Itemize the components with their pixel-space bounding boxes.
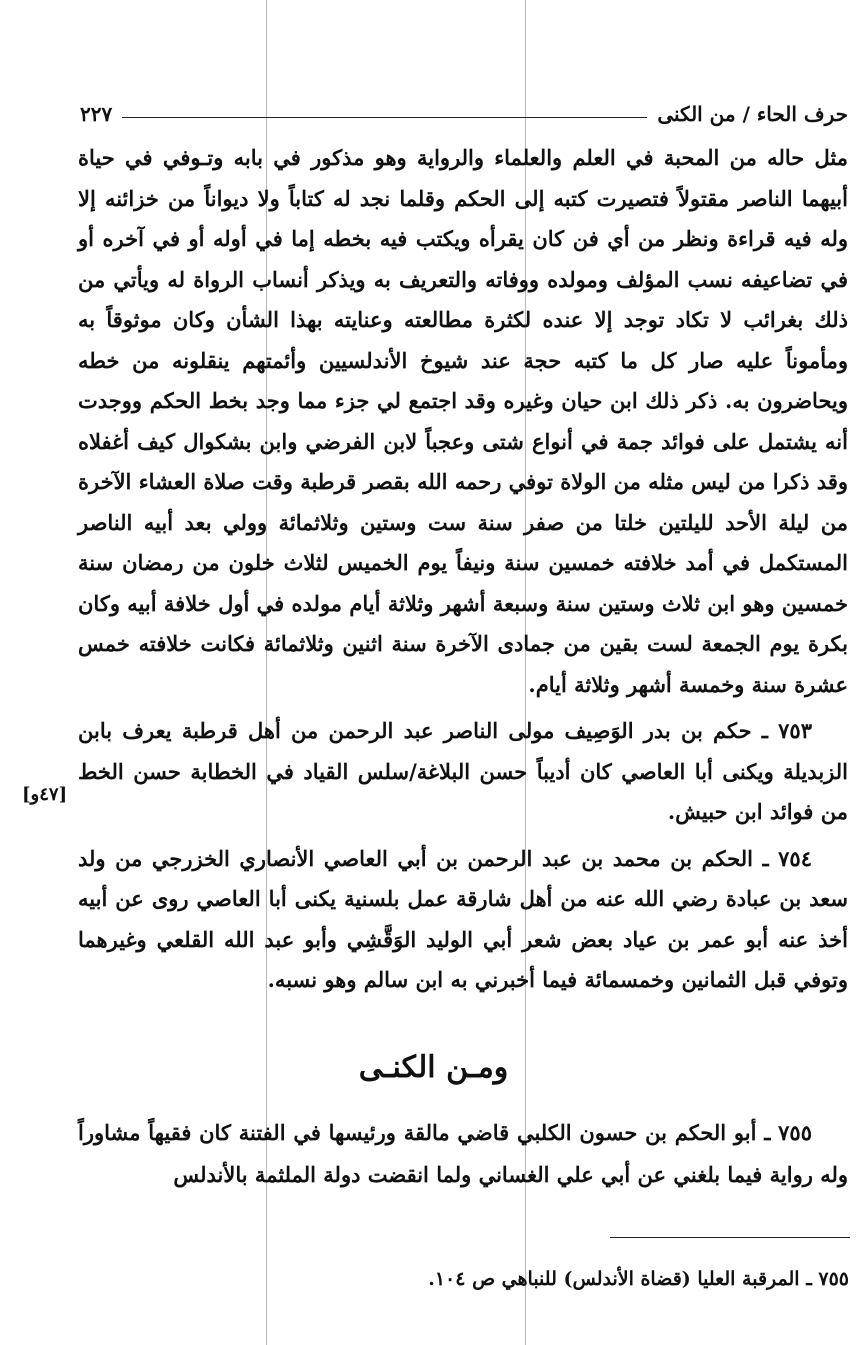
page-number: ٢٢٧ [80, 102, 113, 126]
header-rule [122, 117, 647, 118]
running-header [80, 92, 848, 126]
main-text [78, 138, 848, 1001]
entry-755-block [78, 1112, 848, 1196]
footnote-rule [610, 1237, 850, 1238]
section-heading: ومـن الكنـى [358, 1050, 509, 1085]
continuation-paragraph: مثل حاله من المحبة في العلم والعلماء والرواية وهو مذكور في بابه وتـوفي في حياة أبيهما الناصر مقتولاً فتصيرت كتبه إلى الحكم وقلما نجد له كتاباً ولا ديواناً من خزائنه إلا وله فيه قراءة ونظر من أي فن كان يقرأه ويكتب فيه بخطه إما في أوله أو في آخره أو في تضاعيفه نسب المؤلف ومولده ووفاته والتعريف به ويذكر أنساب الرواة له ويأتي من ذلك بغرائب لا تكاد توجد إلا عنده لكثرة مطالعته وعنايته بهذا الشأن وكان موثوقاً به ومأموناً عليه صار كل ما كتبه حجة عند شيوخ الأندلسيين وأئمتهم ينقلونه من خطه ويحاضرون به. ذكر ذلك ابن حيان وغيره وقد اجتمع لي جزء مما وجد بخط الحكم ووجدت أنه يشتمل على فوائد جمة في أنواع شتى وعجباً لابن الفرضي وابن بشكوال كيف أغفلاه وقد ذكرا من ليس مثله من الولاة توفي رحمه الله بقصر قرطبة وقت صلاة العشاء الآخرة من ليلة الأحد لليلتين خلتا من صفر سنة ست وستين وثلاثمائة وولي بعد أبيه الناصر المستكمل في أمد خلافته خمسين سنة ونيفاً يوم الخميس لثلاث خلون من رمضان سنة خمسين وهو ابن ثلاث وستين سنة وسبعة أشهر وثلاثة أيام مولده في أول خلافة أبيه وكان بكرة يوم الجمعة لست بقين من جمادى الآخرة سنة اثنين وثلاثمائة فكانت خلافته خمس عشرة سنة وخمسة أشهر وثلاثة أيام. [78, 145, 848, 697]
footnote: ٧٥٥ ـ المرقبة العليا (قضاة الأندلس) للنباهي ص ١٠٤. [428, 1268, 849, 1290]
running-title: حرف الحاء / من الكنى [657, 102, 848, 126]
entry-755: ٧٥٥ ـ أبو الحكم بن حسون الكلبي قاضي مالقة ورئيسها في الفتنة كان فقيهاً مشاوراً وله رواية فيما بلغني عن أبي علي الغساني ولما انقضت دولة الملثمة بالأندلس [78, 1120, 848, 1187]
entry-754: ٧٥٤ ـ الحكم بن محمد بن عبد الرحمن بن أبي العاصي الأنصاري الخزرجي من ولد سعد بن عبادة رضي الله عنه من أهل شارقة عمل بلسنية يكنى أبا العاصي روى عن أبيه أخذ عنه أبو عمر بن عياد بعض شعر أبي الوليد الوَقَّشِي وأبو عبد الله القلعي وغيرهما وتوفي قبل الثمانين وخمسمائة فيما أخبرني به ابن سالم وهو نسبه. [78, 845, 848, 992]
entry-753: ٧٥٣ ـ حكم بن بدر الوَصِيف مولى الناصر عبد الرحمن من أهل قرطبة يعرف بابن الزبديلة ويكنى أبا العاصي كان أديباً حسن البلاغة/سلس القياد في الخطابة حسن الخط من فوائد ابن حبيش. [78, 718, 848, 824]
folio-marginal-note: [٤٧و] [22, 784, 68, 805]
